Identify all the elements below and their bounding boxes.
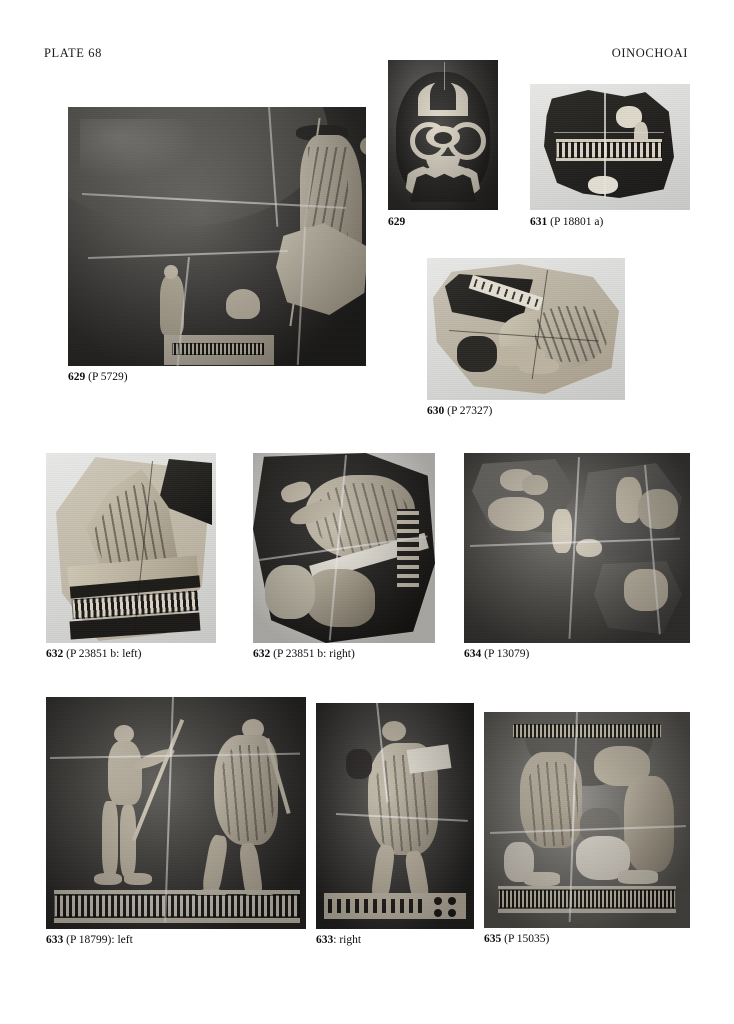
photo-635 bbox=[484, 712, 690, 928]
photo-630 bbox=[427, 258, 625, 400]
photo-633-right bbox=[316, 703, 474, 929]
photo-632-left bbox=[46, 453, 216, 643]
caption-number: 631 bbox=[530, 216, 548, 228]
photo-634 bbox=[464, 453, 690, 643]
page-header-right: OINOCHOAI bbox=[611, 46, 688, 60]
photo-633-left bbox=[46, 697, 306, 929]
photo-631 bbox=[530, 84, 690, 210]
caption-634 bbox=[464, 648, 690, 662]
caption-detail: (P 5729) bbox=[85, 371, 128, 383]
photo-629-top bbox=[388, 60, 498, 210]
figure-635 bbox=[484, 712, 690, 947]
caption-number: 634 bbox=[464, 648, 482, 660]
caption-detail: (P 13079) bbox=[481, 648, 530, 660]
caption-632-left bbox=[46, 648, 216, 662]
figure-629-large bbox=[68, 107, 366, 385]
caption-635 bbox=[484, 933, 690, 947]
caption-detail: (P 15035) bbox=[501, 933, 550, 945]
caption-detail: (P 18801 a) bbox=[547, 216, 604, 228]
figure-633-left bbox=[46, 697, 306, 948]
caption-629-large bbox=[68, 371, 366, 385]
caption-detail: (P 18799): left bbox=[63, 934, 133, 946]
caption-number: 635 bbox=[484, 933, 502, 945]
caption-number: 632 bbox=[253, 648, 271, 660]
caption-633-right bbox=[316, 934, 474, 948]
caption-631 bbox=[530, 216, 690, 230]
figure-630 bbox=[427, 258, 625, 419]
caption-number: 633 bbox=[46, 934, 64, 946]
photo-632-right bbox=[253, 453, 435, 643]
figure-632-right bbox=[253, 453, 435, 662]
figure-634 bbox=[464, 453, 690, 662]
caption-number: 632 bbox=[46, 648, 64, 660]
caption-detail: (P 23851 b: right) bbox=[270, 648, 355, 660]
figure-633-right bbox=[316, 703, 474, 948]
figure-631 bbox=[530, 84, 690, 230]
photo-629-large bbox=[68, 107, 366, 366]
caption-number: 629 bbox=[388, 216, 406, 228]
figure-632-left bbox=[46, 453, 216, 662]
page-header-left: PLATE 68 bbox=[44, 46, 102, 60]
caption-633-left bbox=[46, 934, 306, 948]
caption-number: 630 bbox=[427, 405, 445, 417]
caption-number: 629 bbox=[68, 371, 86, 383]
caption-detail: (P 27327) bbox=[444, 405, 493, 417]
caption-detail: (P 23851 b: left) bbox=[63, 648, 142, 660]
caption-detail: : right bbox=[333, 934, 362, 946]
figure-629-top bbox=[388, 60, 498, 230]
caption-number: 633 bbox=[316, 934, 334, 946]
caption-629-top bbox=[388, 216, 498, 230]
caption-630 bbox=[427, 405, 625, 419]
caption-632-right bbox=[253, 648, 435, 662]
